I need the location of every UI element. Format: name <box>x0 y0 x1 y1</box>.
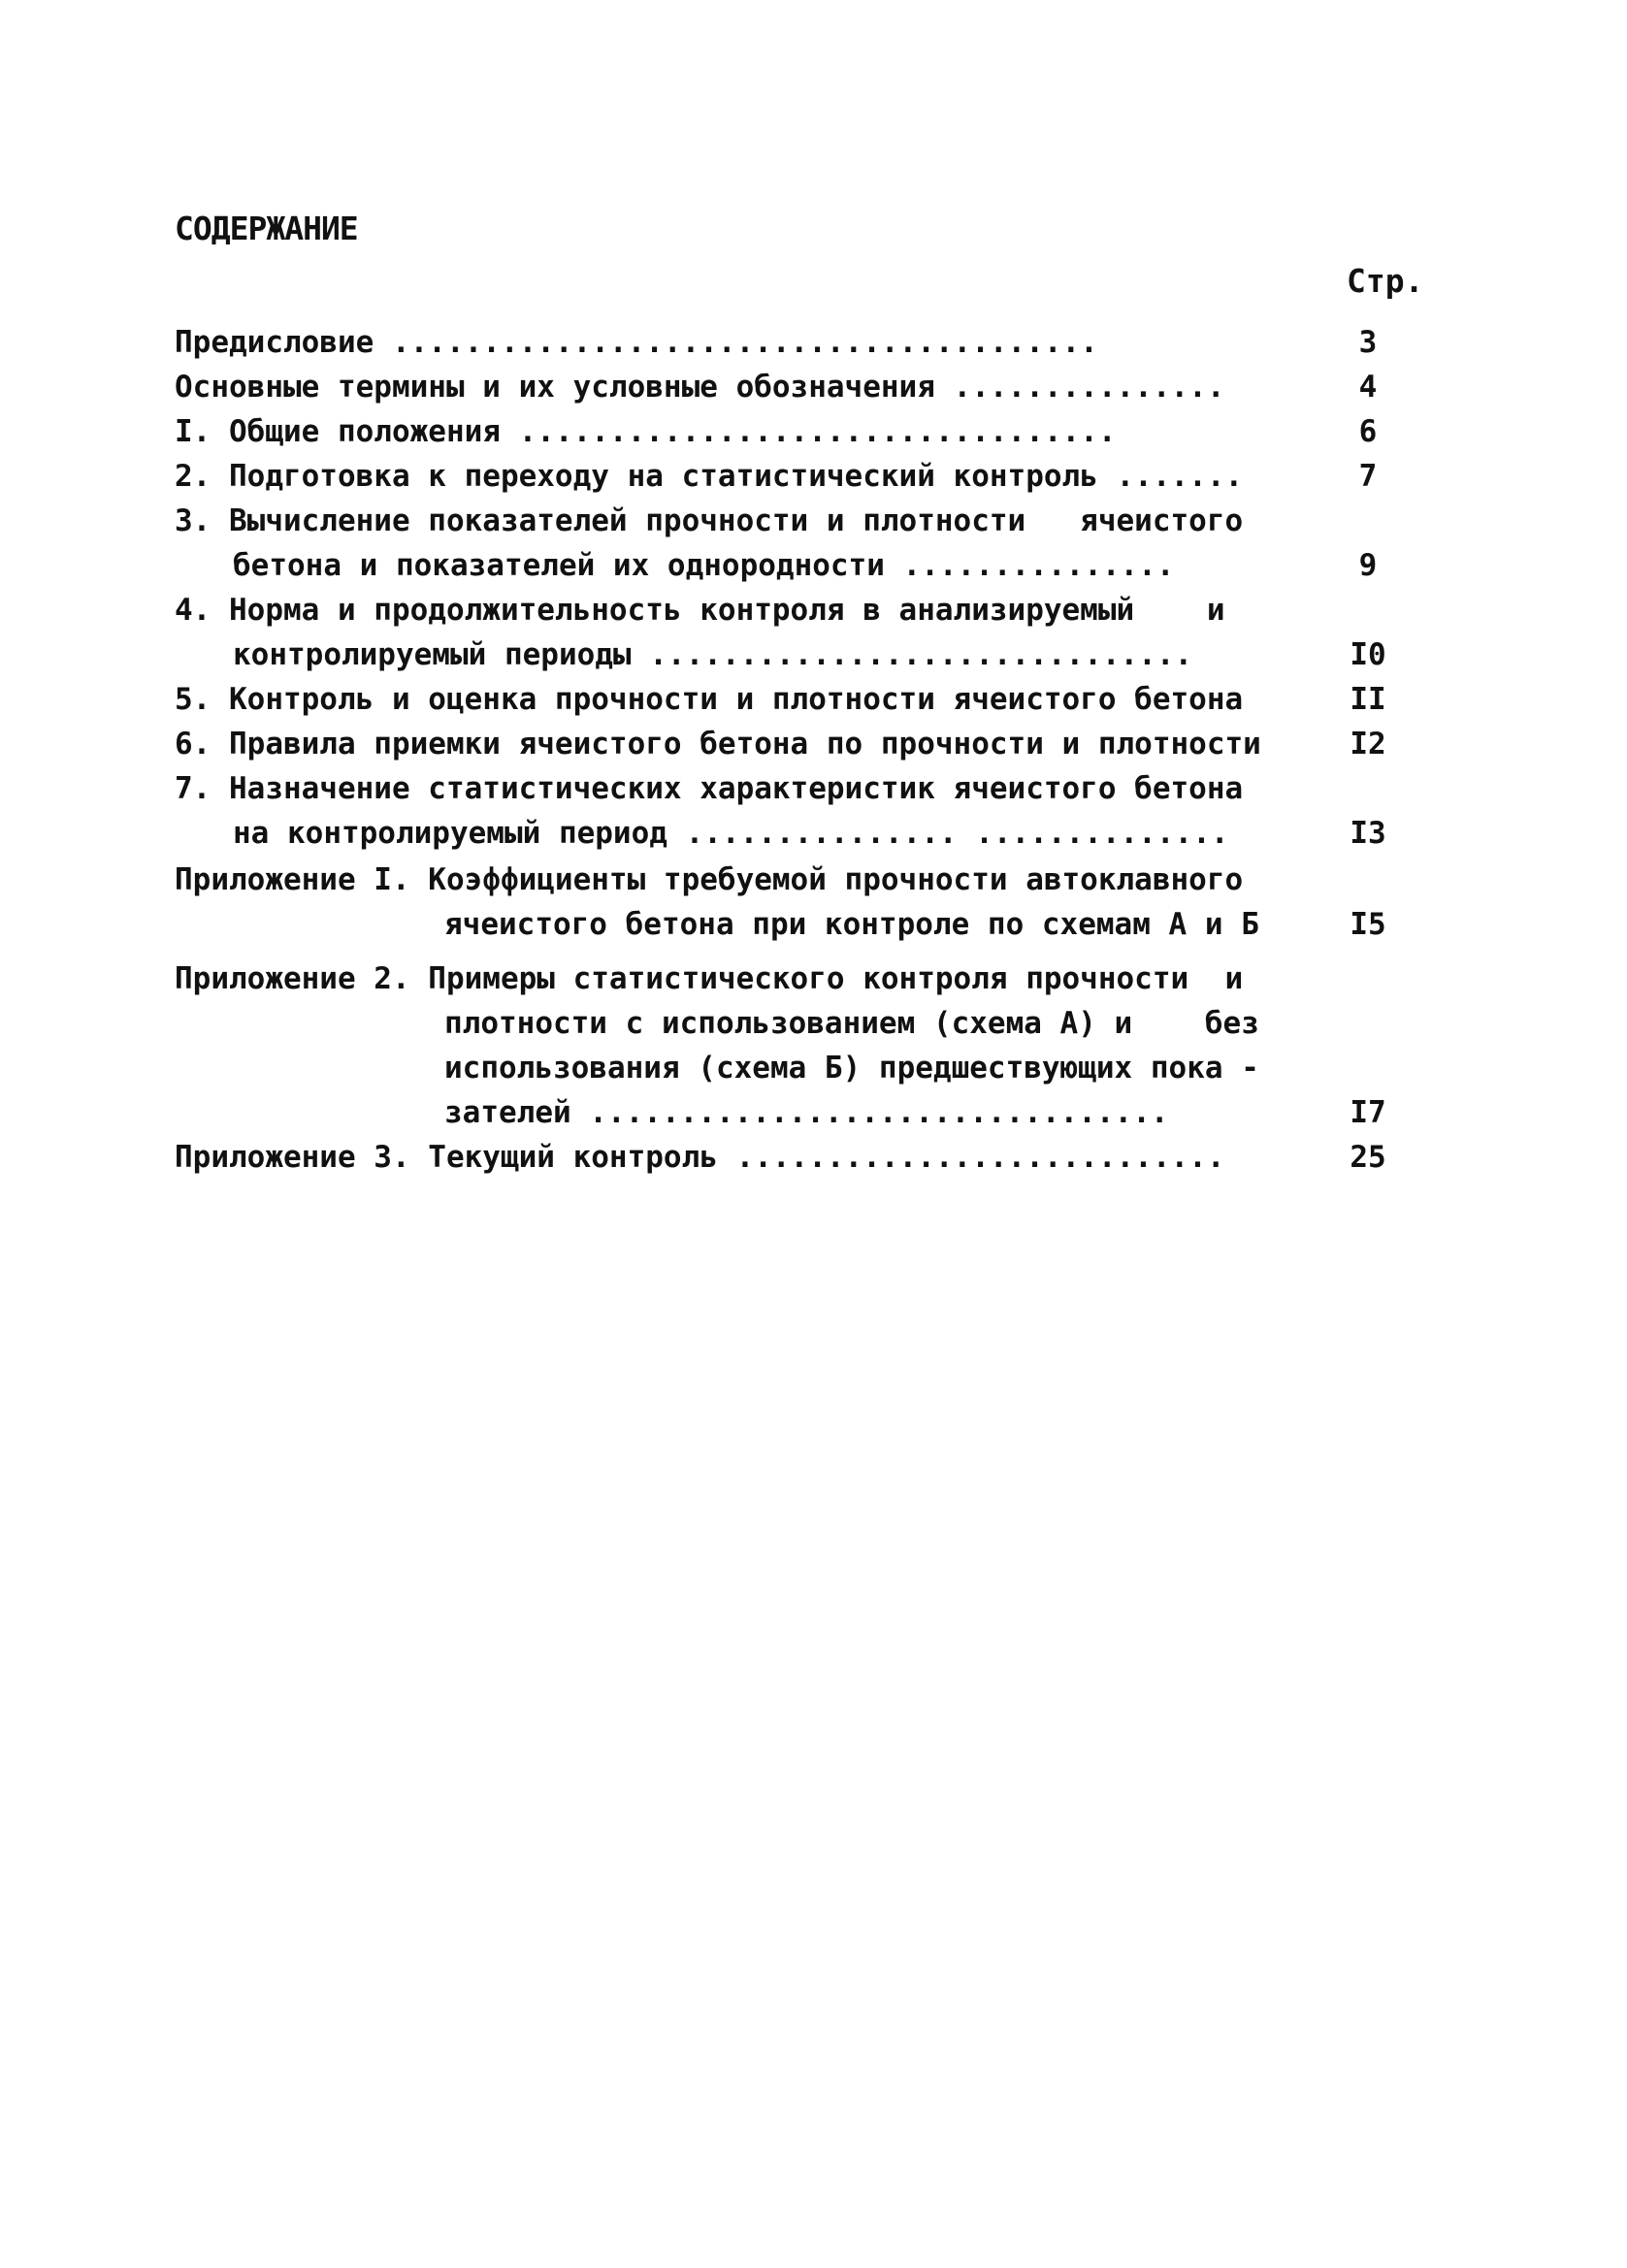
toc-entry-text: 4. Норма и продолжительность контроля в анализируемый и <box>175 593 1225 628</box>
toc-entry <box>0 858 1627 902</box>
toc-entry <box>0 454 1627 499</box>
toc-entry <box>0 1135 1627 1180</box>
toc-entry-page: I2 <box>1350 727 1386 761</box>
toc-entry-text: зателей ................................ <box>444 1095 1169 1130</box>
toc-entry-continuation <box>0 1046 1627 1090</box>
toc-entry-continuation <box>0 632 1627 677</box>
toc-entry-text: 7. Назначение статистических характеристик ячеистого бетона <box>175 771 1244 806</box>
toc-entry-text: Приложение 2. Примеры статистического контроля прочности и <box>175 961 1244 996</box>
toc-entry <box>0 365 1627 409</box>
toc-entry-text: Основные термины и их условные обозначения ............... <box>175 370 1225 405</box>
toc-entry-page: II <box>1350 682 1386 717</box>
toc-entry <box>0 320 1627 365</box>
toc-entry-text: 5. Контроль и оценка прочности и плотности ячеистого бетона <box>175 682 1244 717</box>
toc-entry-page: 6 <box>1358 414 1378 449</box>
toc-entry <box>0 588 1627 632</box>
toc-entry-page: 4 <box>1358 370 1378 405</box>
toc-entry-text: ячеистого бетона при контроле по схемам А и Б <box>444 907 1259 942</box>
toc-entry-page: 7 <box>1358 459 1378 494</box>
toc-entry-page: 3 <box>1358 325 1378 360</box>
toc-entry-page: 9 <box>1358 548 1378 583</box>
toc-entry-text: бетона и показателей их однородности ............... <box>233 548 1175 583</box>
toc-entry-page: I0 <box>1350 637 1386 672</box>
page-title: СОДЕРЖАНИЕ <box>175 210 358 247</box>
toc-entry-text: на контролируемый период ............... .............. <box>233 816 1229 851</box>
toc-entry-continuation <box>0 902 1627 947</box>
toc-entry-continuation <box>0 811 1627 856</box>
toc-entry-text: плотности с использованием (схема А) и без <box>444 1006 1259 1041</box>
toc-entry <box>0 409 1627 454</box>
toc-entry-page: I5 <box>1350 907 1386 942</box>
toc-entry <box>0 766 1627 811</box>
toc-entry-text: 2. Подготовка к переходу на статистический контроль ....... <box>175 459 1244 494</box>
toc-entry-text: I. Общие положения ................................. <box>175 414 1117 449</box>
toc-entry-text: 3. Вычисление показателей прочности и плотности ячеистого <box>175 503 1244 538</box>
toc-entry-page: I7 <box>1350 1095 1386 1130</box>
toc-entry-text: Предисловие ....................................... <box>175 325 1098 360</box>
toc-entry-page: I3 <box>1350 816 1386 851</box>
toc-entry <box>0 499 1627 543</box>
toc-entry-text: Приложение 3. Текущий контроль ........................... <box>175 1140 1225 1175</box>
toc-entry-text: 6. Правила приемки ячеистого бетона по прочности и плотности <box>175 727 1261 761</box>
toc-entry-text: использования (схема Б) предшествующих пока - <box>444 1051 1259 1085</box>
toc-entry <box>0 722 1627 766</box>
toc-entry <box>0 956 1627 1001</box>
toc-entry-continuation <box>0 543 1627 588</box>
toc-entry-text: контролируемый периоды .............................. <box>233 637 1193 672</box>
toc-entry-page: 25 <box>1350 1140 1386 1175</box>
toc-entry-text: Приложение I. Коэффициенты требуемой прочности автоклавного <box>175 862 1244 897</box>
page-number-column-label: Стр. <box>1347 262 1424 300</box>
toc-entry <box>0 677 1627 722</box>
toc-entry-continuation <box>0 1090 1627 1135</box>
toc-entry-continuation <box>0 1001 1627 1046</box>
